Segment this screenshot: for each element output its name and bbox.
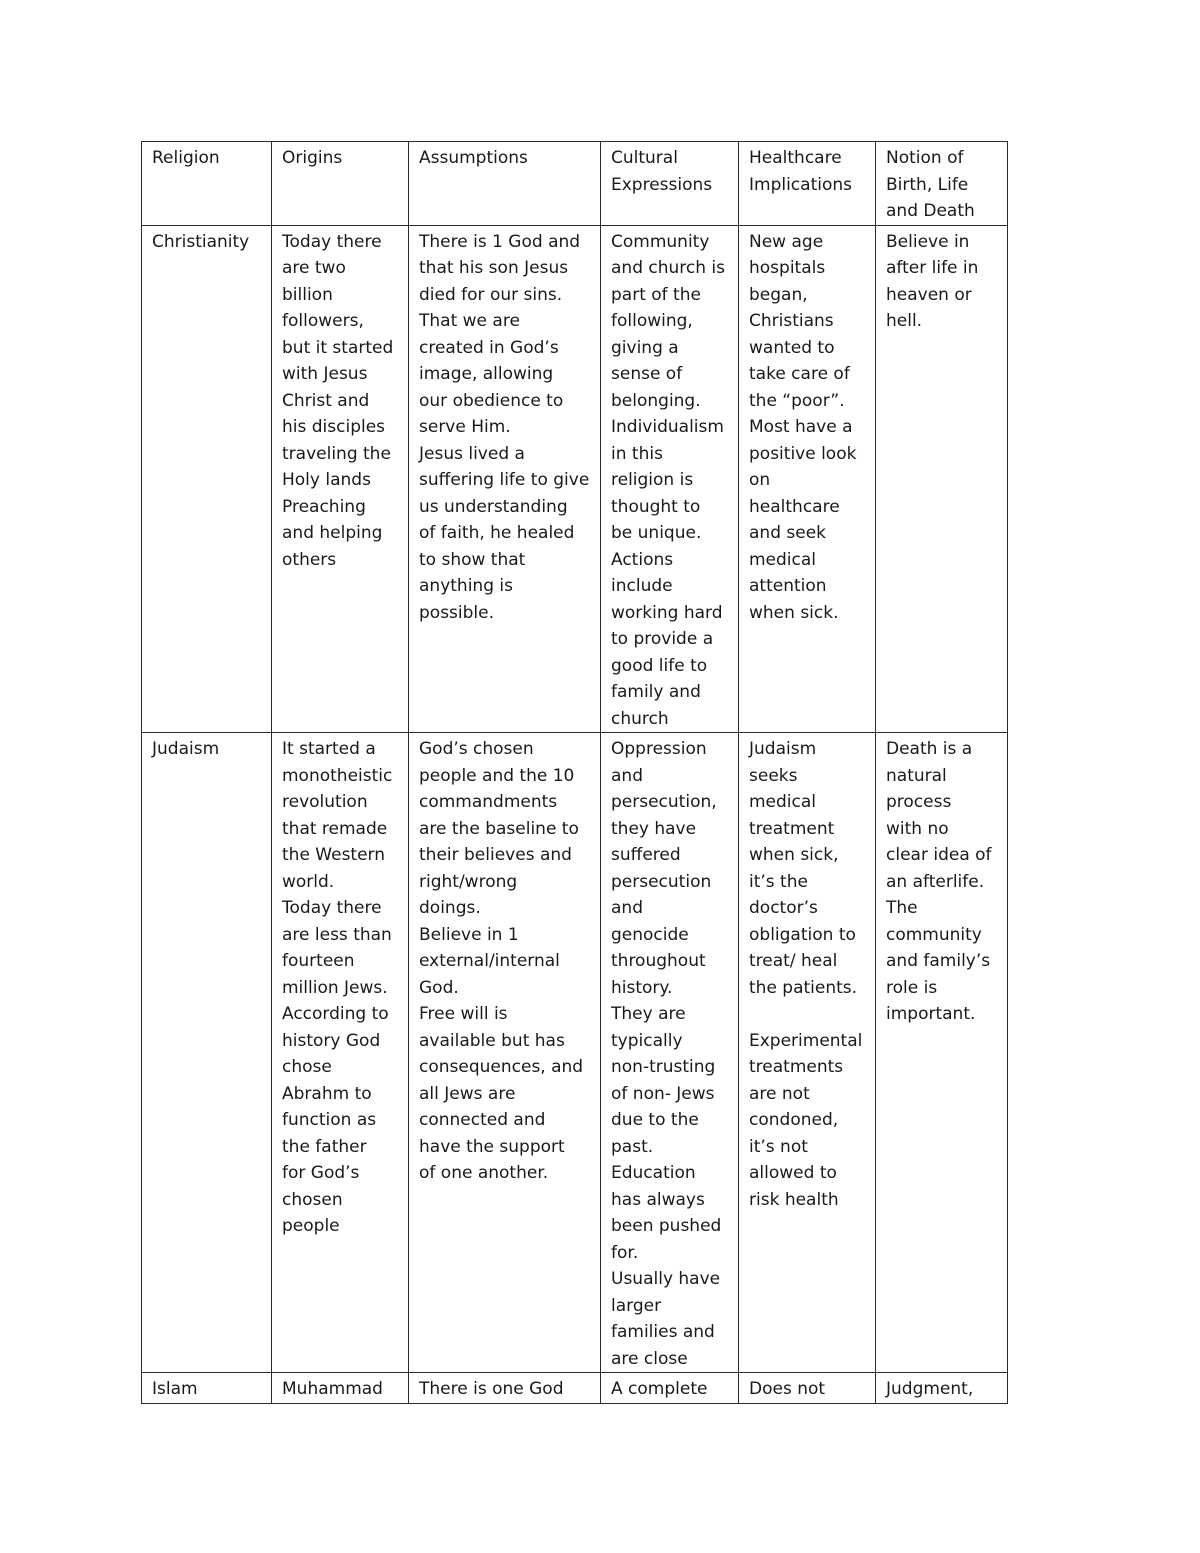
cell-text-line: wanted to — [749, 337, 835, 358]
cell-text-line: doctor’s — [749, 898, 818, 918]
cell-text-line: are two — [282, 258, 346, 278]
cell-text-line: seeks — [749, 765, 798, 786]
table-row — [142, 733, 1008, 1373]
cell-text-line: the patients. — [749, 977, 858, 998]
cell-text-line: They are — [611, 1004, 686, 1024]
cell-text-line: allowed to — [749, 1163, 837, 1183]
cell-text-line: take care of — [749, 364, 850, 384]
cell-text-line: created in God’s — [419, 337, 559, 358]
cell-text-line: religion is — [611, 470, 694, 490]
cell-text-line: monotheistic — [282, 765, 393, 786]
cell-text-line: and seek — [749, 523, 827, 543]
cell-text-line: The — [886, 898, 918, 918]
cell-text-line: hospitals — [749, 258, 826, 278]
cell-text-line: with Jesus — [282, 364, 368, 384]
cell-text-line: larger — [611, 1295, 662, 1316]
cell-text-line: in this — [611, 443, 663, 464]
cell-text-line: Islam — [152, 1379, 198, 1399]
cell-notion-of-birth-life-death — [876, 225, 1008, 733]
cell-text-line: commandments — [419, 792, 558, 812]
cell-text-line: sense of — [611, 364, 683, 384]
paragraph-gap — [749, 1001, 867, 1028]
cell-text-line: Experimental — [749, 1030, 863, 1051]
cell-text-line: New age — [749, 231, 824, 252]
cell-text-line: medical — [749, 549, 817, 570]
cell-text-line: Christianity — [152, 231, 250, 252]
cell-text-line: function as — [282, 1110, 377, 1130]
cell-text-line: consequences, and — [419, 1057, 584, 1077]
cell-text-line: Education — [611, 1163, 696, 1183]
cell-text-line: Free will is — [419, 1004, 508, 1024]
cell-text-line: good life to — [611, 655, 708, 676]
cell-religion — [142, 733, 272, 1373]
cell-healthcare-implications — [739, 733, 876, 1373]
cell-text-line: followers, — [282, 311, 364, 331]
cell-religion — [142, 225, 272, 733]
cell-text-line: anything is — [419, 576, 513, 596]
cell-text-line: Jesus lived a — [419, 443, 525, 464]
cell-text-line: Does not — [749, 1379, 826, 1399]
cell-text-line: persecution — [611, 871, 712, 892]
cell-text-line: and Death — [886, 201, 975, 221]
cell-text-line: role is — [886, 977, 938, 998]
table-row — [142, 225, 1008, 733]
cell-text-line: Most have a — [749, 417, 853, 437]
cell-text-line: treatments — [749, 1057, 844, 1077]
cell-text-line: Judgment, — [886, 1379, 974, 1399]
cell-healthcare-implications — [739, 1373, 876, 1404]
cell-text-line: and — [611, 765, 643, 786]
cell-text-line: possible. — [419, 602, 495, 623]
cell-text-line: That we are — [419, 311, 520, 331]
cell-text-line: Believe in — [886, 231, 970, 252]
cell-text-line: serve Him. — [419, 417, 511, 437]
cell-text-line: Cultural — [611, 148, 678, 168]
cell-text-line: important. — [886, 1004, 976, 1024]
cell-text-line: of non- Jews — [611, 1083, 715, 1104]
cell-text-line: of faith, he healed — [419, 523, 575, 543]
cell-cultural-expressions — [601, 733, 739, 1373]
cell-text-line: part of the — [611, 284, 701, 305]
cell-text-line: hell. — [886, 311, 923, 331]
cell-text-line: people and the 10 — [419, 765, 575, 786]
cell-text-line: are less than — [282, 924, 392, 945]
cell-text-line: Notion of — [886, 148, 964, 168]
cell-text-line: their believes and — [419, 845, 572, 865]
cell-text-line: condoned, — [749, 1110, 839, 1130]
cell-text-line: Implications — [749, 174, 852, 195]
cell-text-line: history. — [611, 977, 673, 998]
cell-text-line: Today there — [282, 231, 382, 252]
cell-text-line: healthcare — [749, 496, 840, 517]
header-religion — [142, 142, 272, 226]
cell-text-line: history God — [282, 1030, 381, 1051]
cell-text-line: and — [611, 898, 643, 918]
table-header-row — [142, 142, 1008, 226]
cell-text-line: they have — [611, 818, 697, 839]
cell-text-line: include — [611, 576, 673, 596]
cell-text-line: when sick. — [749, 602, 839, 623]
cell-text-line: image, allowing — [419, 364, 554, 384]
cell-text-line: genocide — [611, 924, 689, 945]
cell-text-line: been pushed — [611, 1216, 722, 1236]
cell-text-line: suffering life to give — [419, 470, 590, 490]
cell-text-line: natural — [886, 765, 947, 786]
cell-text-line: Holy lands — [282, 470, 371, 490]
header-origins — [272, 142, 409, 226]
cell-text-line: risk health — [749, 1189, 839, 1210]
cell-text-line: Actions — [611, 549, 674, 570]
cell-cultural-expressions — [601, 225, 739, 733]
cell-text-line: persecution, — [611, 792, 717, 812]
cell-text-line: be unique. — [611, 523, 702, 543]
cell-text-line: world. — [282, 871, 335, 892]
cell-text-line: fourteen — [282, 951, 355, 971]
cell-text-line: all Jews are — [419, 1083, 516, 1104]
cell-text-line: and family’s — [886, 951, 991, 971]
cell-text-line: Religion — [152, 148, 220, 168]
cell-text-line: our obedience to — [419, 390, 564, 411]
cell-text-line: due to the — [611, 1110, 699, 1130]
cell-text-line: doings. — [419, 898, 481, 918]
cell-text-line: and helping — [282, 523, 383, 543]
cell-text-line: attention — [749, 576, 827, 596]
cell-text-line: community — [886, 924, 982, 945]
religion-comparison-table — [141, 141, 1008, 1404]
cell-text-line: God. — [419, 977, 459, 998]
cell-text-line: following, — [611, 311, 693, 331]
cell-text-line: Community — [611, 231, 710, 252]
cell-text-line: but it started — [282, 337, 394, 358]
cell-text-line: Birth, Life — [886, 174, 969, 195]
cell-cultural-expressions — [601, 1373, 739, 1404]
cell-text-line: Believe in 1 — [419, 924, 519, 945]
cell-text-line: his disciples — [282, 417, 386, 437]
cell-text-line: process — [886, 792, 952, 812]
cell-text-line: for God’s — [282, 1163, 360, 1183]
cell-text-line: giving a — [611, 337, 679, 358]
cell-text-line: have the support — [419, 1136, 565, 1157]
cell-text-line: There is 1 God and — [419, 231, 581, 252]
cell-text-line: throughout — [611, 951, 706, 971]
cell-text-line: right/wrong — [419, 871, 518, 892]
cell-text-line: Muhammad — [282, 1379, 383, 1399]
cell-text-line: others — [282, 549, 337, 570]
cell-origins — [272, 225, 409, 733]
cell-text-line: belonging. — [611, 390, 701, 411]
cell-text-line: thought to — [611, 496, 701, 517]
cell-text-line: after life in — [886, 258, 979, 278]
cell-text-line: million Jews. — [282, 977, 388, 998]
cell-notion-of-birth-life-death — [876, 1373, 1008, 1404]
cell-text-line: typically — [611, 1030, 683, 1051]
cell-text-line: to provide a — [611, 629, 714, 649]
cell-text-line: Abrahm to — [282, 1083, 372, 1104]
cell-text-line: people — [282, 1216, 340, 1236]
cell-text-line: are the baseline to — [419, 818, 579, 839]
cell-text-line: to show that — [419, 549, 526, 570]
cell-text-line: Judaism — [749, 739, 817, 759]
cell-text-line: Christ and — [282, 390, 370, 411]
cell-text-line: past. — [611, 1136, 654, 1157]
cell-text-line: died for our sins. — [419, 284, 563, 305]
cell-text-line: God’s chosen — [419, 739, 534, 759]
cell-assumptions — [409, 733, 601, 1373]
cell-text-line: are not — [749, 1083, 810, 1104]
cell-text-line: us understanding — [419, 496, 568, 517]
cell-text-line: for. — [611, 1242, 639, 1263]
cell-text-line: families and — [611, 1322, 715, 1342]
cell-text-line: the Western — [282, 845, 386, 865]
cell-text-line: obligation to — [749, 924, 856, 945]
cell-healthcare-implications — [739, 225, 876, 733]
cell-text-line: Christians — [749, 311, 834, 331]
cell-text-line: connected and — [419, 1110, 546, 1130]
cell-notion-of-birth-life-death — [876, 733, 1008, 1373]
cell-text-line: Oppression — [611, 739, 707, 759]
cell-text-line: it’s not — [749, 1136, 808, 1157]
cell-text-line: positive look — [749, 443, 857, 464]
cell-text-line: revolution — [282, 792, 368, 812]
cell-text-line: suffered — [611, 845, 681, 865]
cell-text-line: chose — [282, 1057, 332, 1077]
cell-text-line: it’s the — [749, 871, 808, 892]
cell-text-line: treat/ heal — [749, 951, 838, 971]
cell-text-line: A complete — [611, 1379, 708, 1399]
cell-text-line: of one another. — [419, 1163, 549, 1183]
cell-text-line: It started a — [282, 739, 376, 759]
cell-text-line: with no — [886, 818, 949, 839]
table-row — [142, 1373, 1008, 1404]
cell-text-line: church — [611, 708, 669, 729]
cell-text-line: Judaism — [152, 739, 220, 759]
cell-text-line: According to — [282, 1004, 389, 1024]
cell-religion — [142, 1373, 272, 1404]
cell-text-line: clear idea of — [886, 845, 992, 865]
cell-text-line: There is one God — [419, 1379, 564, 1399]
cell-text-line: on — [749, 470, 771, 490]
cell-text-line: Assumptions — [419, 148, 528, 168]
header-healthcare-implications — [739, 142, 876, 226]
cell-text-line: Usually have — [611, 1269, 721, 1289]
header-assumptions — [409, 142, 601, 226]
cell-text-line: treatment — [749, 818, 835, 839]
cell-text-line: Expressions — [611, 174, 713, 195]
cell-text-line: available but has — [419, 1030, 565, 1051]
cell-text-line: traveling the — [282, 443, 391, 464]
cell-text-line: Individualism — [611, 417, 724, 437]
cell-text-line: when sick, — [749, 845, 839, 865]
cell-origins — [272, 733, 409, 1373]
cell-text-line: Healthcare — [749, 148, 842, 168]
cell-text-line: Death is a — [886, 739, 973, 759]
cell-text-line: medical — [749, 792, 817, 812]
cell-text-line: the “poor”. — [749, 390, 845, 411]
cell-text-line: billion — [282, 284, 333, 305]
cell-text-line: that his son Jesus — [419, 258, 569, 278]
cell-text-line: heaven or — [886, 284, 972, 305]
cell-text-line: the father — [282, 1136, 367, 1157]
cell-text-line: Origins — [282, 148, 343, 168]
header-notion-of-birth-life-death — [876, 142, 1008, 226]
cell-text-line: family and — [611, 682, 701, 702]
cell-text-line: Today there — [282, 898, 382, 918]
cell-text-line: chosen — [282, 1189, 343, 1210]
cell-text-line: an afterlife. — [886, 871, 985, 892]
header-cultural-expressions — [601, 142, 739, 226]
cell-text-line: and church is — [611, 258, 726, 278]
cell-origins — [272, 1373, 409, 1404]
cell-assumptions — [409, 1373, 601, 1404]
cell-text-line: working hard — [611, 602, 723, 623]
cell-text-line: began, — [749, 284, 808, 305]
cell-text-line: are close — [611, 1348, 688, 1369]
cell-text-line: has always — [611, 1189, 705, 1210]
cell-text-line: Preaching — [282, 496, 366, 517]
cell-text-line: that remade — [282, 818, 388, 839]
cell-assumptions — [409, 225, 601, 733]
cell-text-line: non-trusting — [611, 1057, 716, 1077]
cell-text-line: external/internal — [419, 951, 560, 971]
